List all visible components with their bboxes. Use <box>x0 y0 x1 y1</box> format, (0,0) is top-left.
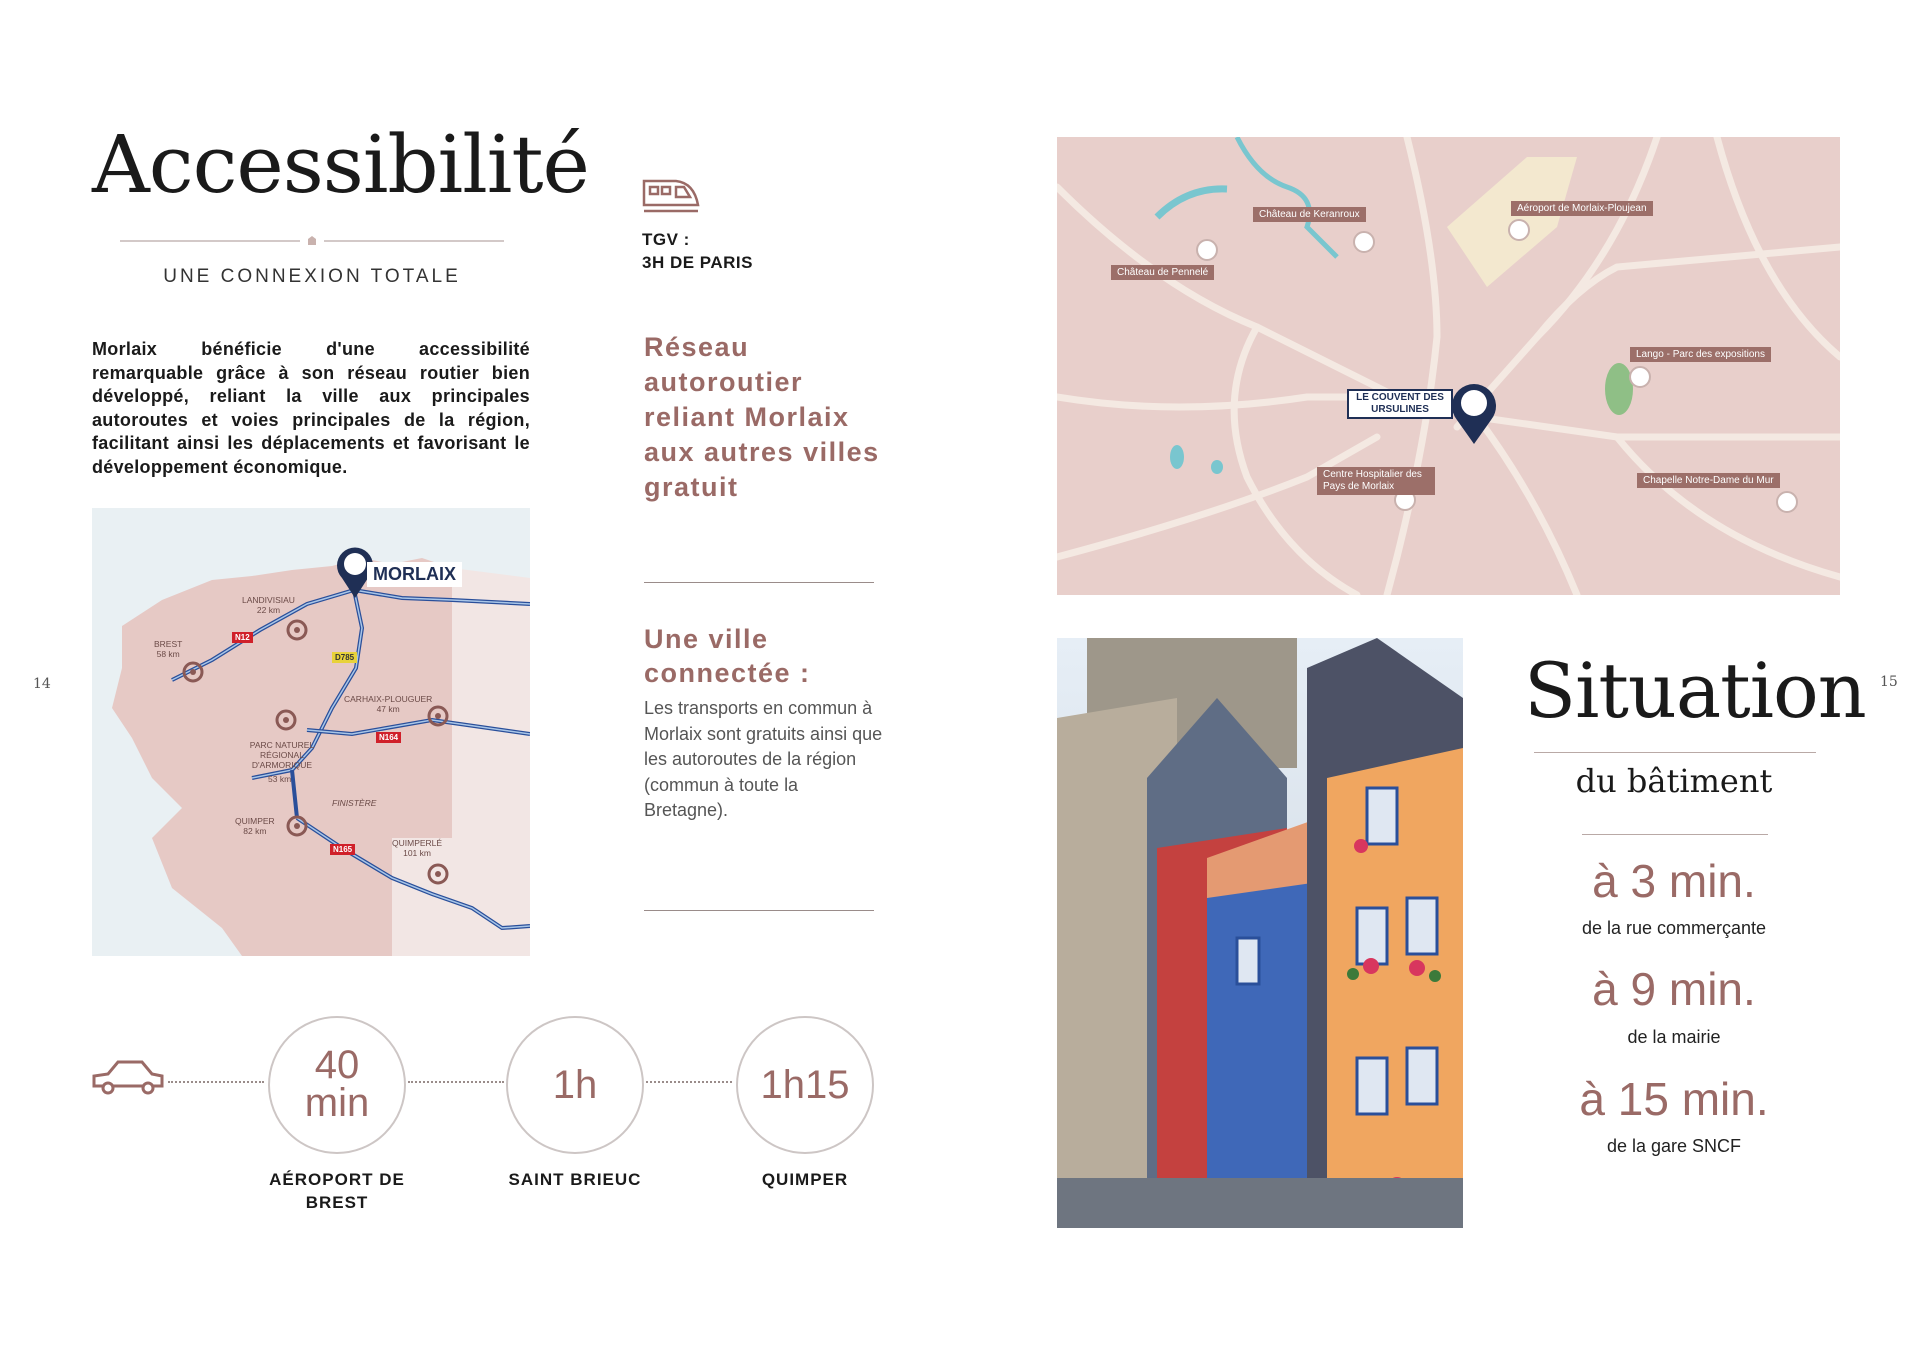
local-map <box>1057 137 1840 595</box>
distance-commerces: à 3 min. <box>1592 855 1756 907</box>
destination-quimper: QUIMPER <box>761 1170 849 1189</box>
situation-subtitle: du bâtiment <box>1575 762 1773 800</box>
road-tag-n12: N12 <box>232 632 253 643</box>
duration-brest: 40 min <box>304 1043 370 1125</box>
map-label-finistere: FINISTÈRE <box>332 798 377 808</box>
distance-commerces-label: de la rue commerçante <box>1581 918 1767 938</box>
destination-saint-brieuc: SAINT BRIEUC <box>508 1170 642 1189</box>
distance-gare: à 15 min. <box>1579 1073 1769 1125</box>
destination-brest: AÉROPORT DE BREST <box>269 1170 405 1212</box>
map-label-landivisiau: LANDIVISIAU 22 km <box>242 595 295 615</box>
subtitle-divider <box>1582 834 1768 835</box>
duration-quimper: 1h15 <box>760 1063 850 1107</box>
title-divider <box>120 232 504 251</box>
page-number-left: 14 <box>33 676 51 692</box>
road-tag-n164: N164 <box>376 732 401 743</box>
poi-aeroport: Aéroport de Morlaix-Ploujean <box>1511 201 1653 216</box>
divider <box>644 582 874 583</box>
map-label-parc: PARC NATUREL RÉGIONAL D'ARMORIQUE <box>249 740 315 770</box>
page-subtitle: UNE CONNEXION TOTALE <box>163 266 461 287</box>
road-tag-d785: D785 <box>332 652 357 663</box>
poi-keranroux: Château de Keranroux <box>1253 207 1366 222</box>
train-info: TGV : 3H DE PARIS <box>642 230 753 272</box>
street-photo <box>1057 638 1463 1228</box>
poi-chapelle: Chapelle Notre-Dame du Mur <box>1637 473 1780 488</box>
map-label-parc-dist: 53 km <box>268 774 292 784</box>
poi-pennele: Château de Pennelé <box>1111 265 1214 280</box>
distance-mairie: à 9 min. <box>1592 963 1756 1015</box>
page-title-accessibilite: Accessibilité <box>92 118 589 211</box>
distance-mairie-label: de la mairie <box>1627 1027 1721 1047</box>
car-icon <box>90 1058 166 1102</box>
poi-lango: Lango - Parc des expositions <box>1630 347 1771 362</box>
ville-connectee-text: Les transports en commun à Morlaix sont gratuits ainsi que les autoroutes de la région (commun à toute la Bretagne). <box>644 698 883 820</box>
title-divider <box>1534 752 1816 753</box>
distance-gare-label: de la gare SNCF <box>1606 1136 1742 1156</box>
road-tag-n165: N165 <box>330 844 355 855</box>
dotted-connector <box>646 1081 732 1083</box>
ville-connectee-title: Une ville connectée : <box>644 624 811 688</box>
map-label-quimper: QUIMPER 82 km <box>235 816 275 836</box>
situation-title: Situation <box>1524 646 1866 735</box>
map-label-quimperle: QUIMPERLÉ 101 km <box>392 838 443 858</box>
page-number-right: 15 <box>1880 674 1898 690</box>
map-center-label: LE COUVENT DES URSULINES <box>1347 389 1453 419</box>
map-city-label: MORLAIX <box>367 562 462 587</box>
brittany-map <box>92 508 530 956</box>
dotted-connector <box>168 1081 264 1083</box>
duration-saint-brieuc: 1h <box>552 1063 598 1107</box>
divider <box>644 910 874 911</box>
train-icon <box>642 175 700 219</box>
reseau-heading: Réseau autoroutier reliant Morlaix aux autres villes gratuit <box>644 332 880 502</box>
poi-hospital: Centre Hospitalier des Pays de Morlaix <box>1317 467 1435 495</box>
intro-paragraph: Morlaix bénéficie d'une accessibilité remarquable grâce à son réseau routier bien développé, reliant la ville aux principales autoroutes et voies principales de la région, facilitant ainsi les déplacements et favorisant le développement économique. <box>92 339 530 477</box>
dotted-connector <box>408 1081 504 1083</box>
map-label-brest: BREST 58 km <box>154 639 183 659</box>
map-label-carhaix: CARHAIX-PLOUGUER 47 km <box>344 694 433 714</box>
